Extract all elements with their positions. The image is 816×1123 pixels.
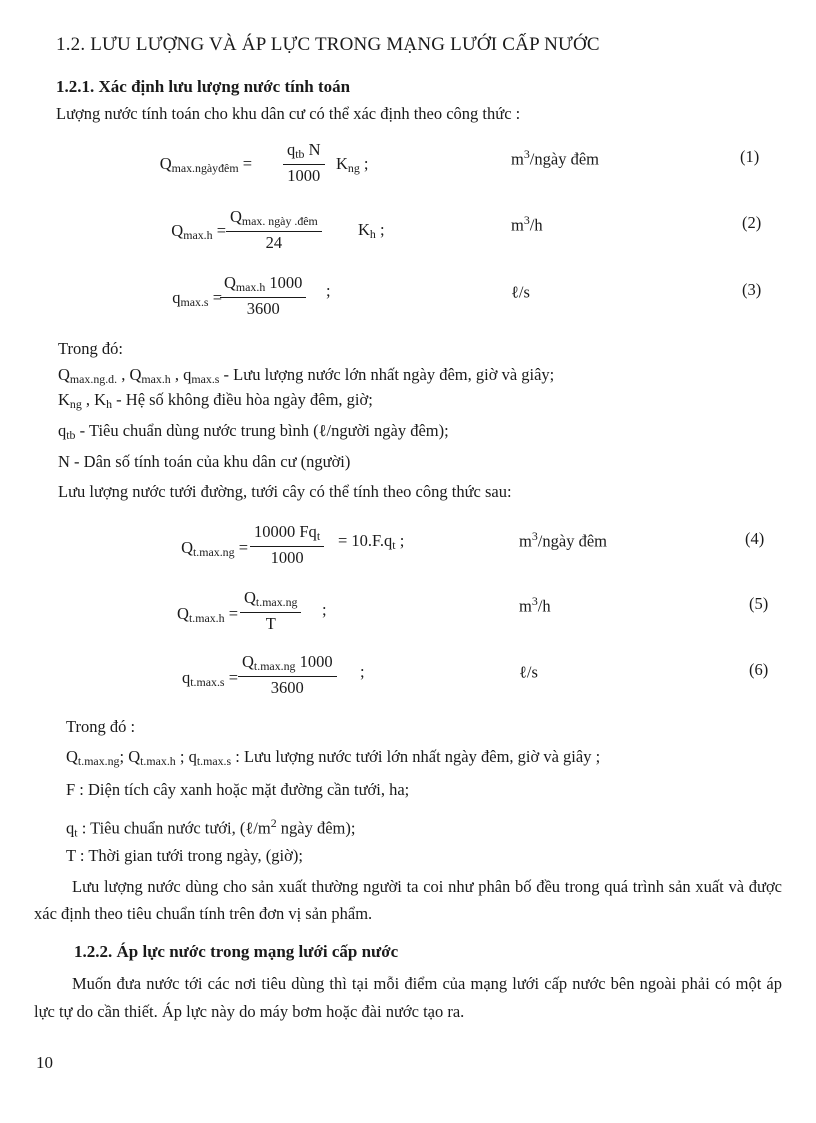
intro-paragraph: Lượng nước tính toán cho khu dân cư có thể xác định theo công thức :: [56, 104, 521, 123]
where2-line-3: $q_t$ : Tiêu chuẩn nước tưới, ($\ell/m^2$ ngày đêm);: [66, 816, 356, 840]
where1-line-2: $K_{ng}$ , $K_h$ - Hệ số không điều hòa ngày đêm, giờ;: [58, 390, 373, 411]
where2-line-2: F : Diện tích cây xanh hoặc mặt đường cần tưới, ha;: [66, 780, 410, 799]
where1-line-3: $q_{tb}$ - Tiêu chuẩn dùng nước trung bình (ℓ/người ngày đêm);: [58, 421, 449, 442]
eq2-number: (2): [742, 213, 762, 232]
where-label-2: Trong đó :: [66, 717, 136, 736]
where1-line-1: $Q_{max.ng.d.}$ , $Q_{max.h}$ , $q_{max.s}$ - Lưu lượng nước lớn nhất ngày đêm, giờ và giây;: [58, 365, 555, 386]
eq1-unit: $m^3$/ngày đêm: [511, 147, 599, 169]
eq4-unit: $m^3$/ngày đêm: [519, 529, 607, 551]
eq5-lhs: $Q_{t.max.h}$ =: [177, 604, 238, 625]
eq5-number: (5): [749, 594, 769, 613]
eq5-fraction: $Q_{t.max.ng}$ T: [240, 588, 301, 635]
eq2-fraction: $Q_{max. ngày .đêm}$ 24: [226, 207, 322, 254]
document-page: 1.2. LƯU LƯỢNG VÀ ÁP LỰC TRONG MẠNG LƯỚI CẤP NƯỚC 1.2.1. Xác định lưu lượng nước tính toán Lượng nước tính toán cho khu dân cư có thể xác định theo công thức : $Q_{max.ngàyđêm}$ = $q_{tb}$ N 1000 $K_{ng}$ ; $m^3$/ngày đêm (1) $Q_{max.h}$ = $Q_{max. ngày .đêm}$ 24 $K_h$ ; $m^3/h$ (2) $q_{max.s}$ = $Q_{max.h}$ 1000 3600 ; ℓ/s (3) Trong đó: $Q_{max.ng.d.}$ , $Q_{max.h}$ , $q_{max.s}$ - Lưu lượng nước lớn nhất ngày đêm, giờ và giây; $K_{ng}$ , $K_h$ - Hệ số không điều hòa ngày đêm, giờ; $q_{tb}$ - Tiêu chuẩn dùng nước trung bình (ℓ/người ngày đêm); N - Dân số tính toán của khu dân cư (người) Lưu lượng nước tưới đường, tưới cây có thể tính theo công thức sau: $Q_{t.max.ng}$ = 10000 $Fq_t$ 1000 = $10.F.q_t$ ; $m^3$/ngày đêm (4) $Q_{t.max.h}$ = $Q_{t.max.ng}$ T ; $m^3/h$ (5) $q_{t.max.s}$ = $Q_{t.max.ng}$ 1000 3600 ; ℓ/s (6) Trong đó : $Q_{t.max.ng}$; $Q_{t.max.h}$ ; $q_{t.max.s}$ : Lưu lượng nước tưới lớn nhất ngày đêm, giờ và giây ; F : Diện tích cây xanh hoặc mặt đường cần tưới, ha; $q_t$ : Tiêu chuẩn nước tưới, ($\ell/m^2$ ngày đêm); T : Thời gian tưới trong ngày, (giờ); Lưu lượng nước dùng cho sản xuất thường người ta coi như phân bố đều trong quá trình sản xuất và được xác định theo tiêu chuẩn tính trên đơn vị sản phẩm. 1.2.2. Áp lực nước trong mạng lưới cấp nước Muốn đưa nước tới các nơi tiêu dùng thì tại mỗi điểm của mạng lưới cấp nước bên ngoài phải có một áp lực tự do cần thiết. Áp lực này do máy bơm hoặc đài nước tạo ra. 10: [34, 34, 782, 1072]
where-label-1: Trong đó:: [58, 339, 123, 358]
eq1-fraction: $q_{tb}$ N 1000: [283, 140, 325, 187]
eq1-lhs: $Q_{max.ngàyđêm}$ =: [159, 154, 252, 175]
where2-line-4: T : Thời gian tưới trong ngày, (giờ);: [66, 846, 303, 865]
eq3-unit: ℓ/s: [511, 282, 530, 302]
eq2-lhs: $Q_{max.h}$ =: [171, 221, 226, 242]
where1-line-4: N - Dân số tính toán của khu dân cư (người): [58, 452, 351, 471]
where2-line-1: $Q_{t.max.ng}$; $Q_{t.max.h}$ ; $q_{t.max.s}$ : Lưu lượng nước tưới lớn nhất ngày đêm, giờ và giây ;: [66, 747, 601, 768]
page-number: 10: [36, 1053, 53, 1072]
eq6-number: (6): [749, 660, 769, 679]
production-paragraph: Lưu lượng nước dùng cho sản xuất thường người ta coi như phân bố đều trong quá trình sản xuất và được xác định theo tiêu chuẩn tính trên đơn vị sản phẩm.: [34, 877, 782, 923]
eq6-unit: ℓ/s: [519, 662, 538, 682]
section-heading-1-2-1: 1.2.1. Xác định lưu lượng nước tính toán: [56, 77, 351, 96]
pressure-paragraph: Muốn đưa nước tới các nơi tiêu dùng thì tại mỗi điểm của mạng lưới cấp nước bên ngoài phải có một áp lực tự do cần thiết. Áp lực này do máy bơm hoặc đài nước tạo ra.: [34, 974, 782, 1021]
eq3-number: (3): [742, 280, 762, 299]
eq4-lhs: $Q_{t.max.ng}$ =: [181, 538, 248, 559]
eq6-lhs: $q_{t.max.s}$ =: [182, 668, 238, 689]
section-heading-1-2-2: 1.2.2. Áp lực nước trong mạng lưới cấp nước: [74, 942, 399, 961]
eq3-fraction: $Q_{max.h}$ 1000 3600: [220, 273, 306, 320]
irrigation-intro: Lưu lượng nước tưới đường, tưới cây có thể tính theo công thức sau:: [58, 482, 512, 501]
eq3-lhs: $q_{max.s}$ =: [172, 288, 222, 309]
chapter-heading: 1.2. LƯU LƯỢNG VÀ ÁP LỰC TRONG MẠNG LƯỚI CẤP NƯỚC: [56, 34, 600, 55]
eq5-unit: $m^3/h$: [519, 594, 551, 616]
eq4-number: (4): [745, 529, 765, 548]
eq2-unit: $m^3/h$: [511, 213, 543, 235]
eq4-fraction: 10000 $Fq_t$ 1000: [250, 522, 324, 569]
eq6-fraction: $Q_{t.max.ng}$ 1000 3600: [238, 652, 337, 699]
eq1-number: (1): [740, 147, 760, 166]
